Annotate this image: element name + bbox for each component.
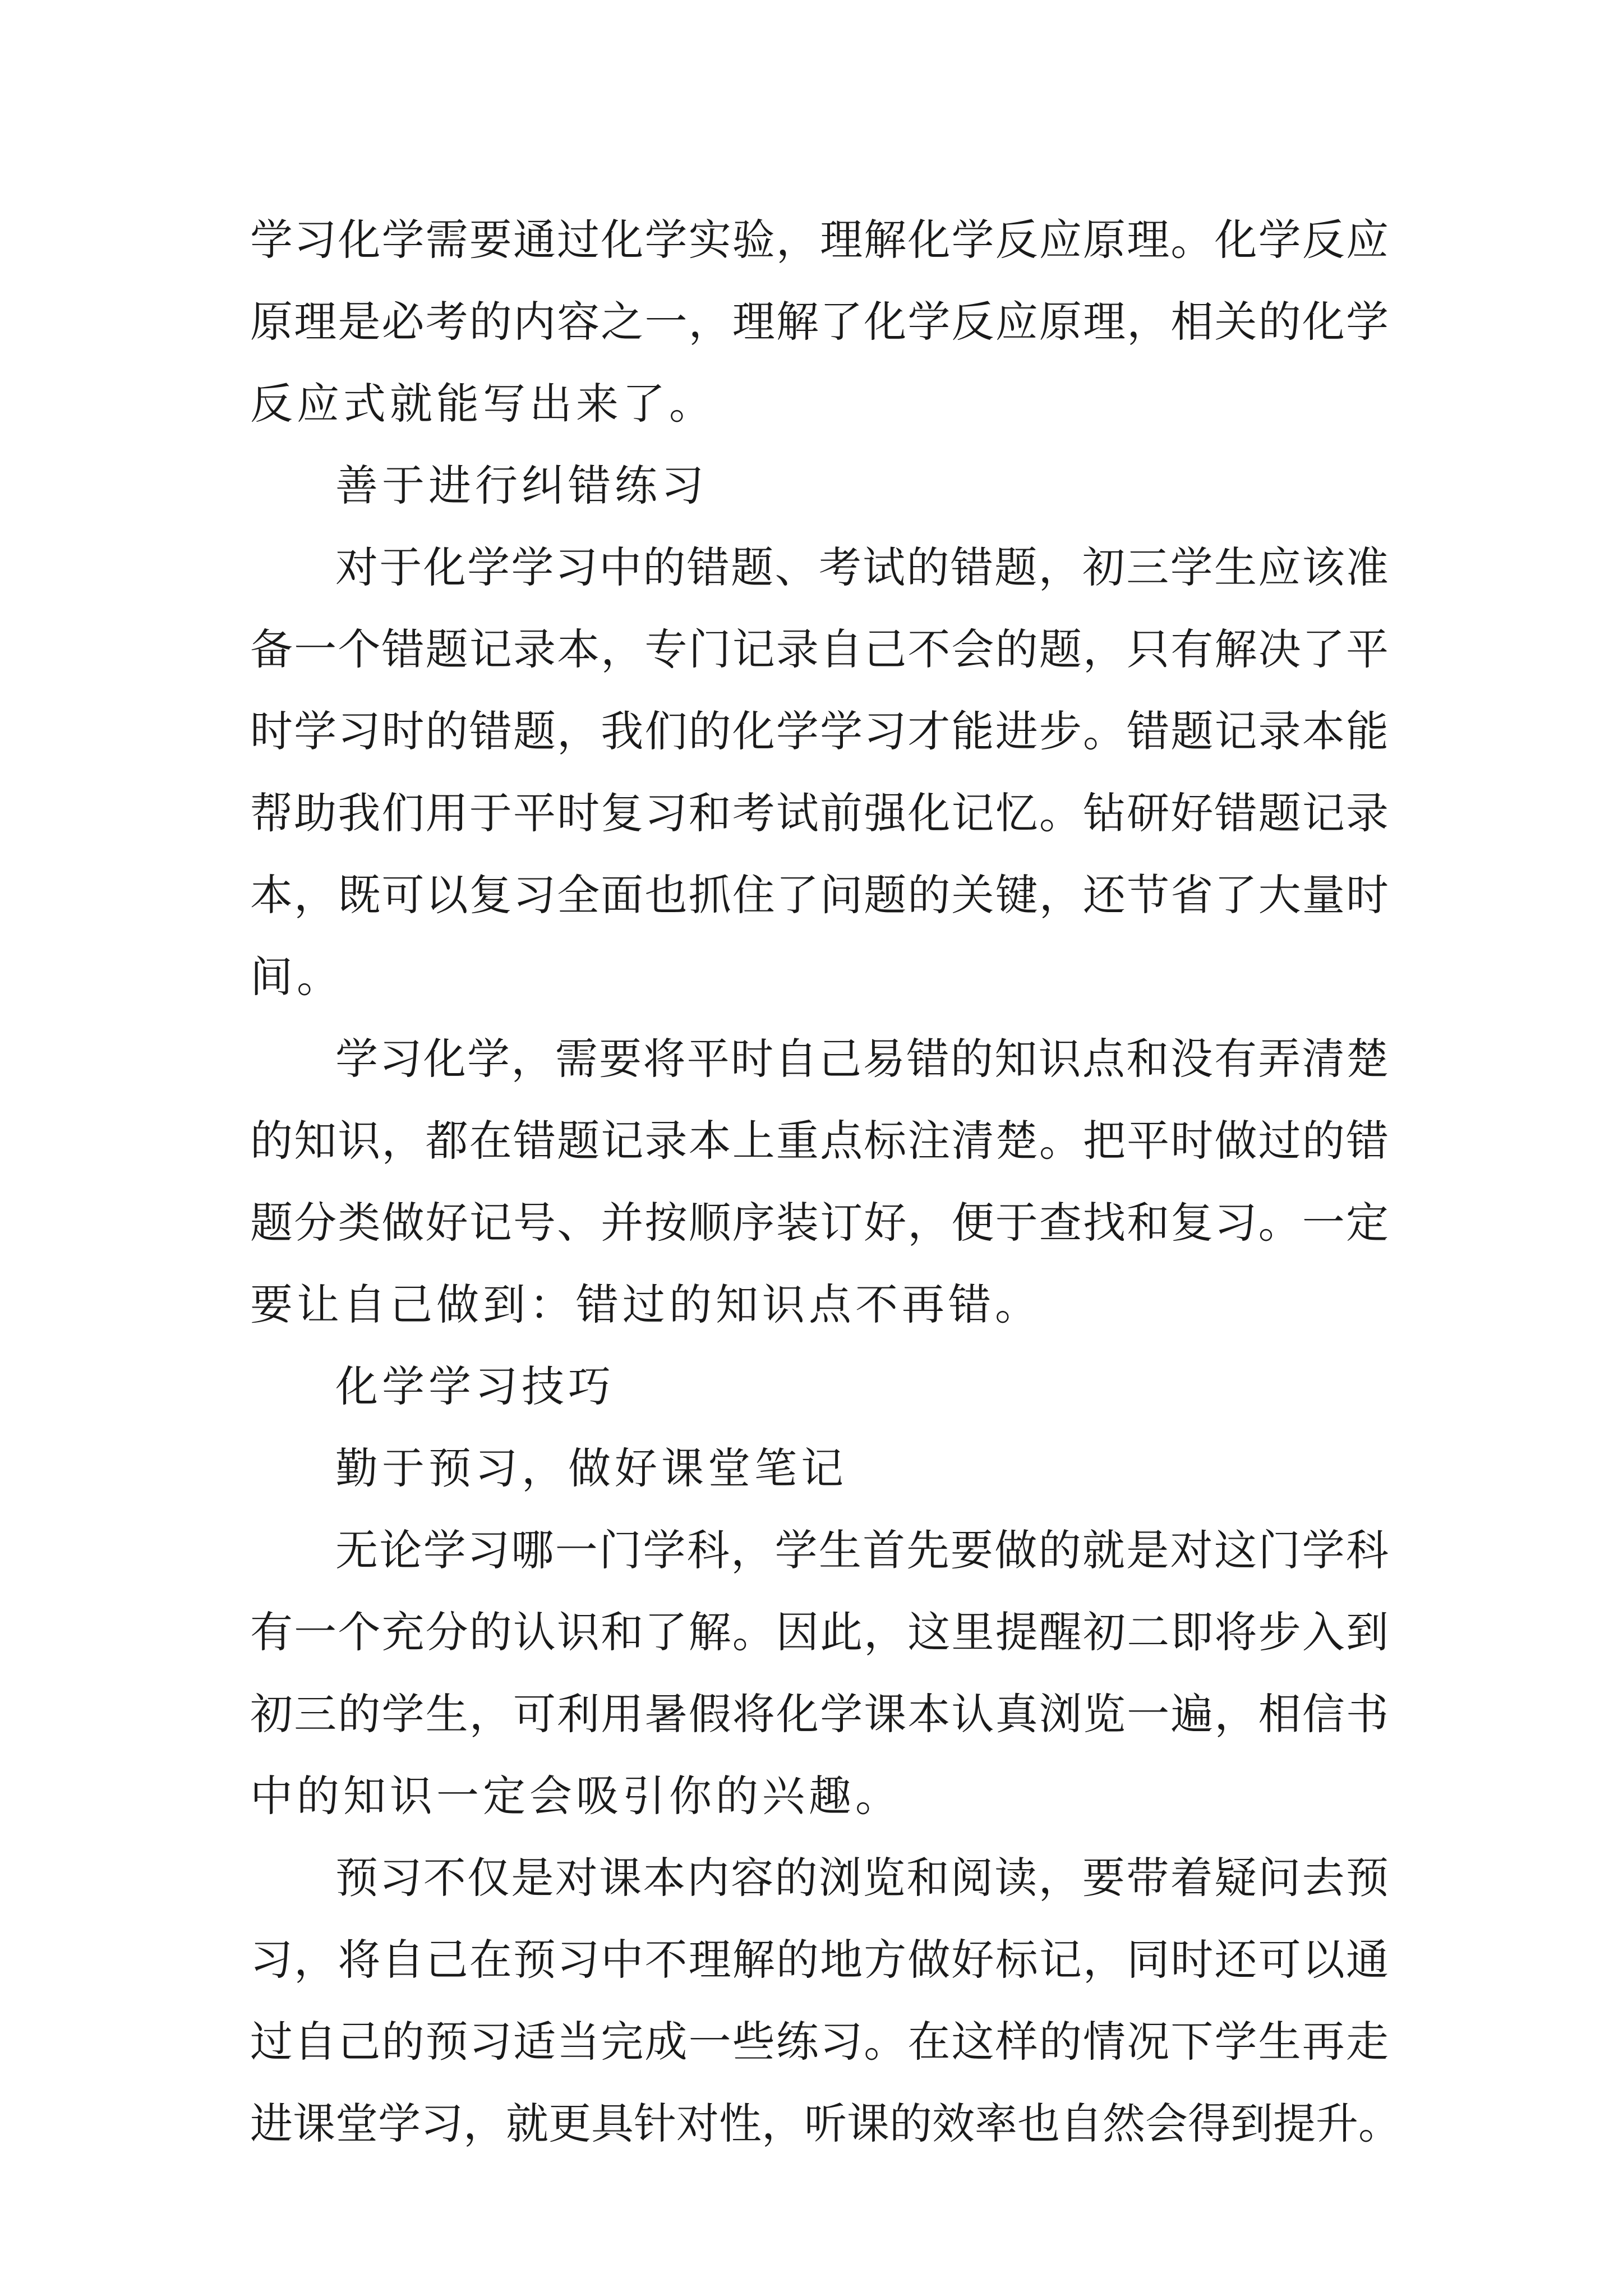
text-line: 学习化学需要通过化学实验，理解化学反应原理。化学反应 [250,215,1389,265]
text-line: 帮助我们用于平时复习和考试前强化记忆。钻研好错题记录 [250,788,1389,838]
text-line: 反应式就能写出来了。 [250,379,716,429]
text-line: 原理是必考的内容之一，理解了化学反应原理，相关的化学 [250,297,1389,347]
text-line: 过自己的预习适当完成一些练习。在这样的情况下学生再走 [250,2017,1389,2067]
text-line: 对于化学学习中的错题、考试的错题，初三学生应该准 [335,542,1389,592]
text-line: 勤于预习，做好课堂笔记 [335,1443,847,1493]
text-line: 题分类做好记号、并按顺序装订好，便于查找和复习。一定 [250,1198,1389,1248]
text-line: 中的知识一定会吸引你的兴趣。 [250,1771,902,1821]
text-line: 预习不仅是对课本内容的浏览和阅读，要带着疑问去预 [335,1853,1389,1903]
text-line: 时学习时的错题，我们的化学学习才能进步。错题记录本能 [250,706,1389,756]
text-line: 无论学习哪一门学科，学生首先要做的就是对这门学科 [335,1525,1389,1575]
text-line: 习，将自己在预习中不理解的地方做好标记，同时还可以通 [250,1935,1389,1985]
text-line: 初三的学生，可利用暑假将化学课本认真浏览一遍，相信书 [250,1689,1389,1739]
document-body [250,199,1401,2165]
text-line: 备一个错题记录本，专门记录自己不会的题，只有解决了平 [250,624,1389,674]
text-line: 善于进行纠错练习 [335,461,708,510]
text-line: 进课堂学习，就更具针对性，听课的效率也自然会得到提升。 [250,2099,1401,2148]
text-line: 要让自己做到：错过的知识点不再错。 [250,1280,1041,1329]
text-line: 化学学习技巧 [335,1361,615,1411]
text-line: 本，既可以复习全面也抓住了问题的关键，还节省了大量时 [250,870,1389,920]
text-line: 学习化学，需要将平时自己易错的知识点和没有弄清楚 [335,1034,1389,1084]
text-line: 有一个充分的认识和了解。因此，这里提醒初二即将步入到 [250,1607,1389,1657]
text-line: 间。 [250,952,343,1002]
text-line: 的知识，都在错题记录本上重点标注清楚。把平时做过的错 [250,1116,1389,1166]
